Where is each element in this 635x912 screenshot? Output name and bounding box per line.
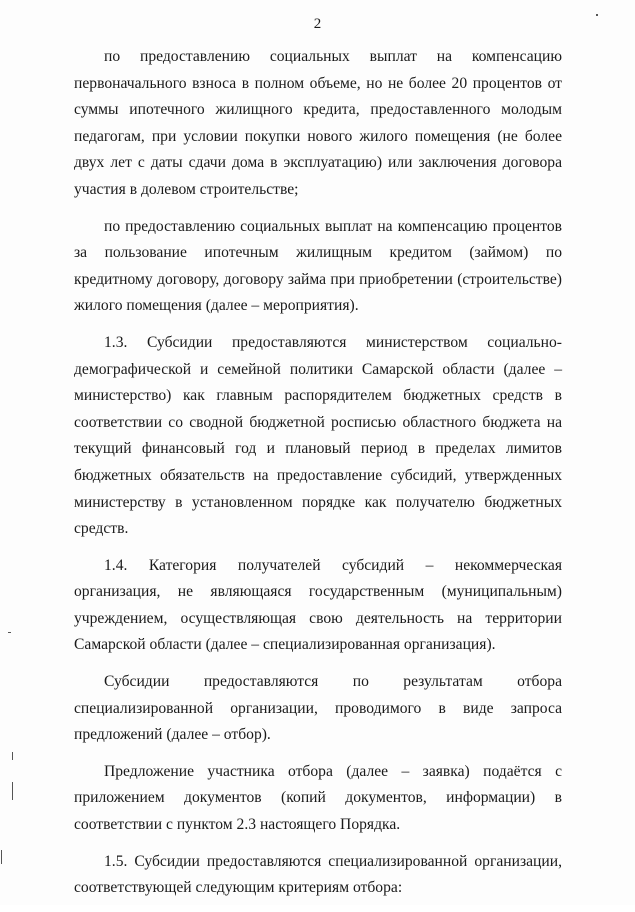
document-body (74, 44, 562, 912)
scan-mark (8, 632, 11, 633)
paragraph-social-payments-initial-fee: по предоставлению социальных выплат на компенсацию первоначального взноса в полном объеме, но не более 20 процентов от суммы ипотечного жилищного кредита, предоставленного молодым педагогам, при условии покупки нового жилого помещения (не более двух лет с даты сдачи дома в эксплуатацию) или заключения договора участия в долевом строительстве; (74, 48, 562, 198)
scan-mark (12, 782, 13, 800)
paragraph-selection-results: Субсидии предоставляются по результатам отбора специализированной организации, проводимого в виде запроса предложений (далее – отбор). (74, 673, 562, 744)
paragraph-section-1-4: 1.4. Категория получателей субсидий – некоммерческая организация, не являющаяся государственным (муниципальным) учреждением, осуществляющая свою деятельность на территории Самарской области (далее – специализированная организация). (74, 556, 562, 654)
paragraph-section-1-5: 1.5. Субсидии предоставляются специализированной организации, соответствующей следующим критериям отбора: (74, 852, 562, 897)
page-number: 2 (313, 16, 322, 32)
scan-mark (596, 14, 598, 16)
paragraph-application: Предложение участника отбора (далее – заявка) подаётся с приложением документов (копий документов, информации) в соответствии с пунктом 2.3 настоящего Порядка. (74, 762, 562, 834)
scan-mark (12, 752, 13, 760)
paragraph-social-payments-interest: по предоставлению социальных выплат на компенсацию процентов за пользование ипотечным жилищным кредитом (займом) по кредитному договору, договору займа при приобретении (строительстве) жилого помещения (далее – мероприятия). (74, 217, 562, 315)
scan-mark (1, 850, 2, 864)
paragraph-section-1-3: 1.3. Субсидии предоставляются министерством социально-демографической и семейной политики Самарской области (далее – министерство) как главным распорядителем бюджетных средств в соответствии со сводной бюджетной росписью областного бюджета на текущий финансовый год и плановый период в пределах лимитов бюджетных обязательств на предоставление субсидий, утвержденных министерству в установленном порядке как получателю бюджетных средств. (74, 333, 562, 538)
